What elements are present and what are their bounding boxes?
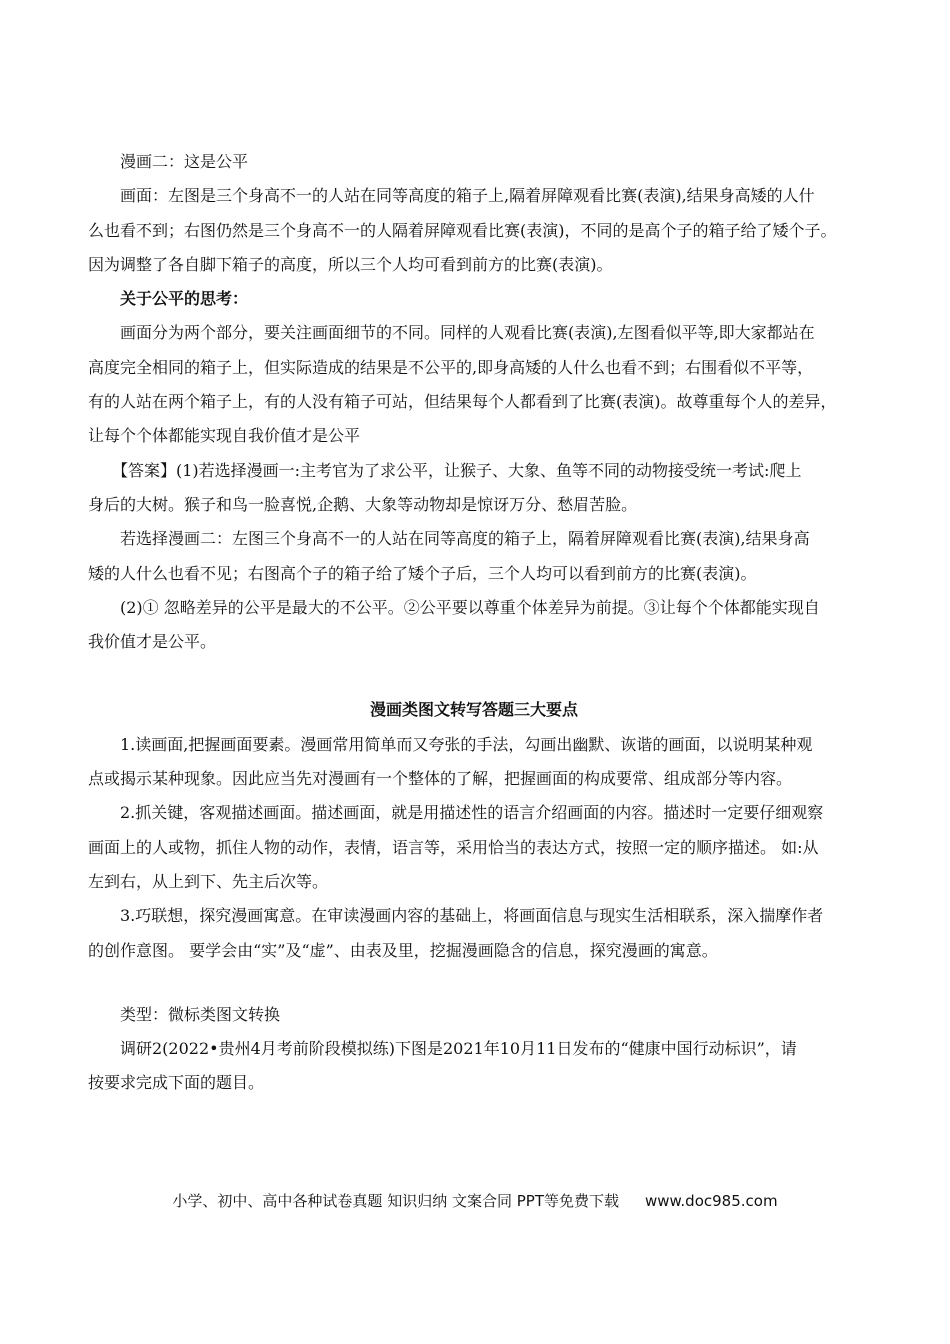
footer-text: 小学、初中、高中各种试卷真题 知识归纳 文案合同 PPT等免费下载 [172, 1192, 619, 1210]
answer-line: 身后的大树。猴子和鸟一脸喜悦,企鹅、大象等动物却是惊讶万分、愁眉苦脸。 [88, 494, 638, 514]
tips-title: 漫画类图文转写答题三大要点 [369, 700, 578, 720]
answer-part1 [88, 454, 860, 523]
tips-line: 画面上的人或物，抓住人物的动作，表情，语言等，采用恰当的表达方式，按照一定的顺序描述。 如:从 [88, 837, 819, 857]
footer-site-link[interactable]: www.doc985.com [644, 1192, 778, 1210]
thinking-line: 画面分为两个部分，要关注画面细节的不同。同样的人观看比赛(表演),左图看似平等,即大家都站在 [120, 323, 815, 343]
answer-part2 [88, 591, 860, 660]
answer-line: 我价值才是公平。 [88, 632, 217, 652]
document-body [88, 145, 860, 1101]
research-question [88, 1032, 860, 1101]
research-line: 调研2(2022•贵州4月考前阶段模拟练)下图是2021年10月11日发布的“健康中国行动标识”，请 [120, 1039, 797, 1059]
research-line: 按要求完成下面的题目。 [88, 1073, 265, 1093]
tips-point-1 [88, 728, 860, 797]
thinking-line: 让每个个体都能实现自我价值才是公平 [88, 426, 361, 446]
tips-line: 左到右，从上到下、先主后次等。 [88, 871, 329, 891]
answer-part1b [88, 522, 860, 591]
comic2-heading: 漫画二：这是公平 [120, 152, 249, 171]
answer-line: 若选择漫画二：左图三个身高不一的人站在同等高度的箱子上，隔着屏障观看比赛(表演),结果身高 [120, 529, 810, 549]
thinking-line: 高度完全相同的箱子上，但实际造成的结果是不公平的,即身高矮的人什么也看不到；右围看似不平等， [88, 357, 814, 377]
answer-line: (2)① 忽略差异的公平是最大的不公平。②公平要以尊重个体差异为前提。③让每个个体都能实现自 [120, 597, 820, 617]
tips-line: 点或揭示某种现象。因此应当先对漫画有一个整体的了解，把握画面的构成要常、组成部分等内容。 [88, 769, 793, 789]
comic2-desc-line: 么也看不到；右图仍然是三个身高不一的人隔着屏障观看比赛(表演)，不同的是高个子的箱子给了矮个子。 [88, 220, 837, 240]
micro-type-label: 类型：微标类图文转换 [120, 1004, 281, 1024]
tips-point-3 [88, 899, 860, 968]
thinking-line: 有的人站在两个箱子上，有的人没有箱子可站，但结果每个人都看到了比赛(表演)。故尊重每个人的差异， [88, 392, 837, 412]
tips-point-2 [88, 796, 860, 899]
tips-line: 2.抓关键，客观描述画面。描述画面，就是用描述性的语言介绍画面的内容。描述时一定要仔细观察 [120, 803, 824, 823]
comic2-description [88, 179, 860, 282]
comic2-desc-line: 画面：左图是三个身高不一的人站在同等高度的箱子上,隔着屏障观看比赛(表演),结果身高矮的人什 [120, 186, 815, 206]
tips-line: 1.读画面,把握画面要素。漫画常用简单而又夸张的手法，勾画出幽默、诙谐的画面，以说明某种观 [120, 734, 813, 754]
page-footer [0, 1190, 950, 1211]
comic2-desc-line: 因为调整了各自脚下箱子的高度，所以三个人均可看到前方的比赛(表演)。 [88, 254, 613, 274]
tips-line: 3.巧联想，探究漫画寓意。在审读漫画内容的基础上，将画面信息与现实生活相联系，深入揣摩作者 [120, 906, 824, 926]
answer-line: 【答案】(1)若选择漫画一:主考官为了求公平，让猴子、大象、鱼等不同的动物接受统一考试:爬上 [112, 460, 802, 480]
thinking-paragraph [88, 316, 860, 453]
tips-line: 的创作意图。 要学会由“实”及“虚”、由表及里，挖掘漫画隐含的信息，探究漫画的寓意。 [88, 940, 718, 960]
thinking-title: 关于公平的思考： [120, 289, 249, 309]
answer-line: 矮的人什么也看不见；右图高个子的箱子给了矮个子后，三个人均可以看到前方的比赛(表演)。 [88, 563, 757, 583]
